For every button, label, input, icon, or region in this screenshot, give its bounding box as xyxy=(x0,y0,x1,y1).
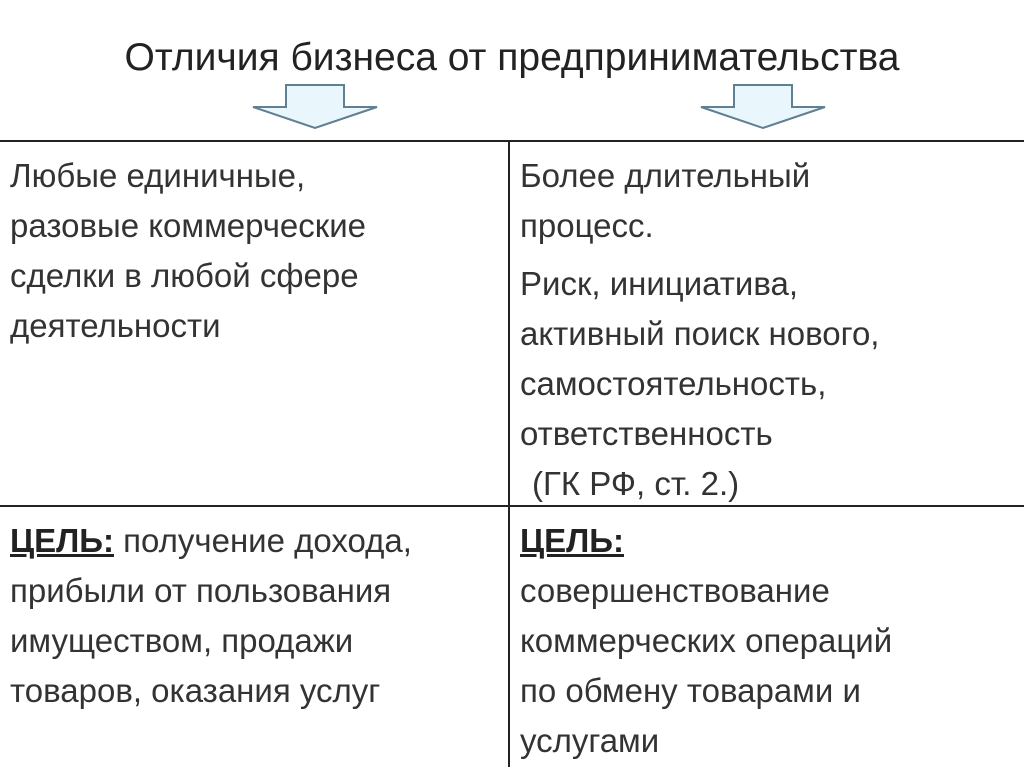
entrepreneurship-goal-line: коммерческих операций xyxy=(520,622,893,659)
business-goal-line: товаров, оказания услуг xyxy=(10,672,381,709)
slide-title: Отличия бизнеса от предпринимательства xyxy=(124,36,900,79)
business-description-cell xyxy=(10,151,500,351)
down-arrow-icon-left xyxy=(250,84,380,130)
column-divider xyxy=(508,140,510,767)
business-description-line: сделки в любой сфере xyxy=(10,257,359,294)
business-goal-first-line: получение дохода, xyxy=(113,522,412,559)
entrepreneurship-goal-line: по обмену товарами и xyxy=(520,672,861,709)
entrepreneurship-feature-line: активный поиск нового, xyxy=(520,315,880,352)
entrepreneurship-feature-line: Риск, инициатива, xyxy=(520,265,799,302)
entrepreneurship-description-cell xyxy=(520,151,1015,509)
business-description-line: деятельности xyxy=(10,307,221,344)
business-goal-line: имуществом, продажи xyxy=(10,622,354,659)
business-description-line: Любые единичные, xyxy=(10,157,306,194)
entrepreneurship-feature-line: самостоятельность, xyxy=(520,365,827,402)
business-goal-line: прибыли от пользования xyxy=(10,572,392,609)
entrepreneurship-description-line: процесс. xyxy=(520,207,654,244)
business-goal-label: ЦЕЛЬ: xyxy=(10,522,114,559)
down-arrow-icon-right xyxy=(698,84,828,130)
entrepreneurship-goal-line: совершенствование xyxy=(520,572,830,609)
entrepreneurship-goal-cell xyxy=(520,516,1015,766)
legal-reference: (ГК РФ, ст. 2.) xyxy=(532,465,740,502)
entrepreneurship-feature-line: ответственность xyxy=(520,415,773,452)
business-description-line: разовые коммерческие xyxy=(10,207,367,244)
entrepreneurship-description-line: Более длительный xyxy=(520,157,811,194)
entrepreneurship-goal-label: ЦЕЛЬ: xyxy=(520,522,624,559)
entrepreneurship-goal-line: услугами xyxy=(520,722,660,759)
business-goal-cell xyxy=(10,516,505,716)
